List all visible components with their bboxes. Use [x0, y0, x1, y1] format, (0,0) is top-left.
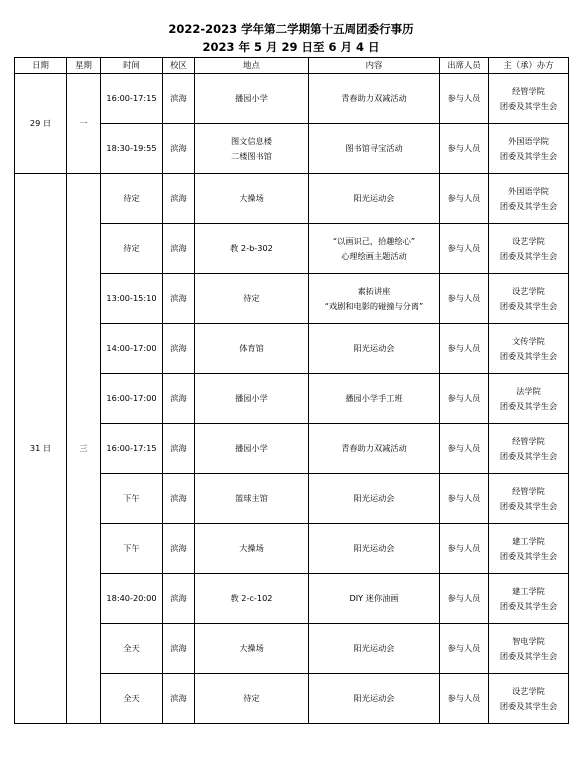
time-cell: 全天: [101, 624, 163, 674]
content-cell-line: 阳光运动会: [353, 693, 395, 703]
content-cell: [309, 324, 440, 374]
attendees-cell: 参与人员: [440, 274, 489, 324]
attendees-cell: 参与人员: [440, 374, 489, 424]
col-header-weekday: 星期: [67, 58, 101, 74]
location-cell-line: 大操场: [239, 643, 264, 653]
time-cell: 14:00-17:00: [101, 324, 163, 374]
time-cell: 18:40-20:00: [101, 574, 163, 624]
organizer-cell-line: 建工学院: [512, 535, 545, 546]
campus-cell: 滨海: [163, 574, 195, 624]
organizer-cell: [489, 374, 569, 424]
content-cell-line: 阳光运动会: [353, 343, 395, 353]
location-cell-line: 图文信息楼: [231, 135, 272, 146]
organizer-cell-line: 文传学院: [512, 335, 545, 346]
campus-cell: 滨海: [163, 274, 195, 324]
location-cell-line: 二楼图书馆: [231, 150, 272, 161]
col-header-campus: 校区: [163, 58, 195, 74]
time-cell: 下午: [101, 474, 163, 524]
organizer-cell-line: 团委及其学生会: [499, 150, 558, 161]
time-cell: 16:00-17:15: [101, 74, 163, 124]
location-cell: [195, 524, 309, 574]
organizer-cell: [489, 224, 569, 274]
content-cell: [309, 424, 440, 474]
organizer-cell-line: 智电学院: [512, 635, 545, 646]
time-cell: 13:00-15:10: [101, 274, 163, 324]
content-cell-line: 青春助力双减活动: [341, 443, 407, 453]
organizer-cell-line: 外国语学院: [508, 135, 549, 146]
campus-cell: 滨海: [163, 474, 195, 524]
campus-cell: 滨海: [163, 124, 195, 174]
content-cell: [309, 574, 440, 624]
header-row: [15, 58, 569, 74]
organizer-cell-line: 法学院: [516, 385, 541, 396]
organizer-cell-line: 团委及其学生会: [499, 700, 558, 711]
attendees-cell: 参与人员: [440, 524, 489, 574]
attendees-cell: 参与人员: [440, 174, 489, 224]
organizer-cell-line: 团委及其学生会: [499, 550, 558, 561]
time-cell: 18:30-19:55: [101, 124, 163, 174]
content-cell: [309, 124, 440, 174]
campus-cell: 滨海: [163, 424, 195, 474]
organizer-cell-line: 设艺学院: [512, 685, 545, 696]
page-subtitle: 2023 年 5 月 29 日至 6 月 4 日: [202, 40, 380, 54]
content-cell: [309, 624, 440, 674]
attendees-cell: 参与人员: [440, 324, 489, 374]
time-cell: 待定: [101, 224, 163, 274]
organizer-cell-line: 团委及其学生会: [499, 450, 558, 461]
content-cell-line: “戏剧和电影的碰撞与分离”: [324, 300, 424, 311]
content-cell-line: 阳光运动会: [353, 493, 395, 503]
schedule-table: [14, 57, 569, 724]
attendees-cell: 参与人员: [440, 424, 489, 474]
location-cell: [195, 74, 309, 124]
organizer-cell: [489, 324, 569, 374]
schedule-body: [15, 74, 569, 724]
organizer-cell-line: 团委及其学生会: [499, 500, 558, 511]
content-cell-line: 阳光运动会: [353, 643, 395, 653]
location-cell: [195, 624, 309, 674]
content-cell: [309, 524, 440, 574]
time-cell: 16:00-17:00: [101, 374, 163, 424]
content-cell-line: 心理绘画主题活动: [341, 250, 407, 261]
content-cell: [309, 174, 440, 224]
organizer-cell-line: 团委及其学生会: [499, 400, 558, 411]
content-cell-line: 青春助力双减活动: [341, 93, 407, 103]
content-cell-line: 阳光运动会: [353, 193, 395, 203]
campus-cell: 滨海: [163, 624, 195, 674]
location-cell-line: 播园小学: [235, 443, 268, 453]
attendees-cell: 参与人员: [440, 624, 489, 674]
organizer-cell-line: 团委及其学生会: [499, 350, 558, 361]
content-cell-line: 播园小学手工班: [345, 393, 403, 403]
organizer-cell-line: 团委及其学生会: [499, 100, 558, 111]
content-cell-line: 图书馆寻宝活动: [345, 143, 403, 153]
attendees-cell: 参与人员: [440, 224, 489, 274]
organizer-cell: [489, 674, 569, 724]
location-cell: [195, 374, 309, 424]
col-header-location: 地点: [195, 58, 309, 74]
organizer-cell-line: 设艺学院: [512, 235, 545, 246]
location-cell: [195, 424, 309, 474]
organizer-cell-line: 经管学院: [512, 435, 545, 446]
content-cell: [309, 74, 440, 124]
attendees-cell: 参与人员: [440, 574, 489, 624]
content-cell-line: “以画识己，拾趣绘心”: [332, 235, 416, 246]
location-cell-line: 教 2-b-302: [230, 243, 273, 253]
table-row: [15, 174, 569, 224]
location-cell: [195, 174, 309, 224]
content-cell: [309, 224, 440, 274]
location-cell: [195, 324, 309, 374]
time-cell: 全天: [101, 674, 163, 724]
page-title: 2022-2023 学年第二学期第十五周团委行事历: [168, 22, 414, 36]
campus-cell: 滨海: [163, 524, 195, 574]
location-cell-line: 大操场: [239, 193, 264, 203]
campus-cell: 滨海: [163, 224, 195, 274]
organizer-cell: [489, 474, 569, 524]
attendees-cell: 参与人员: [440, 474, 489, 524]
location-cell-line: 播园小学: [235, 93, 268, 103]
time-cell: 下午: [101, 524, 163, 574]
organizer-cell-line: 外国语学院: [508, 185, 549, 196]
date-cell: 29 日: [15, 74, 67, 174]
content-cell-line: 素拓讲座: [357, 285, 391, 296]
organizer-cell-line: 建工学院: [512, 585, 545, 596]
organizer-cell-line: 团委及其学生会: [499, 200, 558, 211]
content-cell-line: 阳光运动会: [353, 543, 395, 553]
time-cell: 待定: [101, 174, 163, 224]
organizer-cell: [489, 124, 569, 174]
attendees-cell: 参与人员: [440, 74, 489, 124]
organizer-cell: [489, 624, 569, 674]
location-cell-line: 待定: [243, 693, 260, 703]
location-cell: [195, 474, 309, 524]
organizer-cell-line: 经管学院: [512, 85, 545, 96]
col-header-time: 时间: [101, 58, 163, 74]
organizer-cell: [489, 174, 569, 224]
organizer-cell-line: 团委及其学生会: [499, 600, 558, 611]
location-cell: [195, 274, 309, 324]
campus-cell: 滨海: [163, 374, 195, 424]
time-cell: 16:00-17:15: [101, 424, 163, 474]
organizer-cell-line: 团委及其学生会: [499, 650, 558, 661]
content-cell: [309, 474, 440, 524]
campus-cell: 滨海: [163, 674, 195, 724]
location-cell: [195, 574, 309, 624]
campus-cell: 滨海: [163, 74, 195, 124]
col-header-content: 内容: [309, 58, 440, 74]
location-cell: [195, 674, 309, 724]
organizer-cell-line: 团委及其学生会: [499, 300, 558, 311]
location-cell-line: 播园小学: [235, 393, 268, 403]
location-cell-line: 体育馆: [239, 343, 264, 353]
content-cell: [309, 374, 440, 424]
campus-cell: 滨海: [163, 174, 195, 224]
content-cell: [309, 674, 440, 724]
organizer-cell: [489, 74, 569, 124]
location-cell-line: 教 2-c-102: [230, 593, 273, 603]
organizer-cell-line: 经管学院: [512, 485, 545, 496]
organizer-cell-line: 团委及其学生会: [499, 250, 558, 261]
content-cell-line: DIY 迷你油画: [349, 593, 399, 603]
location-cell: [195, 124, 309, 174]
organizer-cell: [489, 424, 569, 474]
location-cell-line: 大操场: [239, 543, 264, 553]
organizer-cell: [489, 574, 569, 624]
location-cell: [195, 224, 309, 274]
weekday-cell: 三: [67, 174, 101, 724]
location-cell-line: 篮球主馆: [235, 493, 268, 503]
weekday-cell: 一: [67, 74, 101, 174]
content-cell: [309, 274, 440, 324]
organizer-cell-line: 设艺学院: [512, 285, 545, 296]
organizer-cell: [489, 274, 569, 324]
col-header-attendees: 出席人员: [440, 58, 489, 74]
attendees-cell: 参与人员: [440, 674, 489, 724]
col-header-organizer: 主（承）办方: [489, 58, 569, 74]
location-cell-line: 待定: [243, 293, 260, 303]
date-cell: 31 日: [15, 174, 67, 724]
table-row: [15, 74, 569, 124]
attendees-cell: 参与人员: [440, 124, 489, 174]
col-header-date: 日期: [15, 58, 67, 74]
campus-cell: 滨海: [163, 324, 195, 374]
organizer-cell: [489, 524, 569, 574]
